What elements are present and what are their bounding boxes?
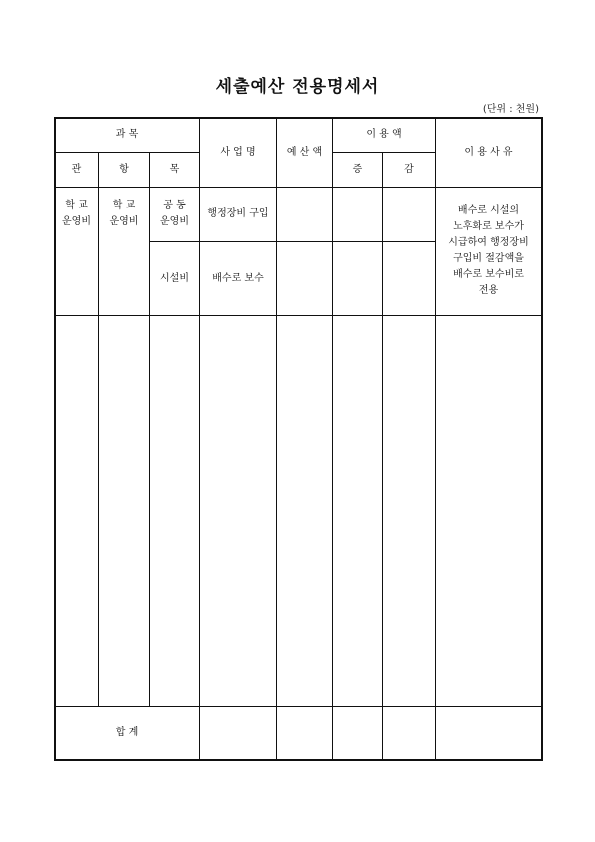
row-project-2: 배수로 보수 bbox=[212, 272, 264, 284]
header-project: 사 업 명 bbox=[220, 146, 256, 158]
document-title: 세출예산 전용명세서 bbox=[215, 77, 380, 97]
table-border-right bbox=[541, 117, 543, 761]
header-hang: 항 bbox=[119, 164, 129, 175]
row-hang-value: 학 교 운영비 bbox=[109, 200, 139, 227]
header-budget: 예 산 액 bbox=[286, 146, 323, 158]
header-transfer: 이 용 액 bbox=[366, 129, 402, 140]
header-mok: 목 bbox=[169, 164, 180, 175]
col-line-gwan-hang bbox=[98, 152, 99, 707]
header-reason: 이 용 사 유 bbox=[464, 146, 513, 158]
body-divider-line bbox=[54, 315, 542, 316]
unit-label: (단위 : 천원) bbox=[482, 104, 539, 115]
table-border-bottom bbox=[54, 759, 542, 761]
header-gwan: 관 bbox=[71, 164, 82, 175]
total-label: 합 계 bbox=[115, 727, 139, 738]
row-reason: 배수로 시설의 노후화로 보수가 시급하여 행정장비 구입비 절감액을 배수로 보수비로 전용 bbox=[448, 205, 529, 296]
header-subject: 과 목 bbox=[115, 129, 139, 140]
header-decrease: 감 bbox=[404, 164, 414, 175]
col-line-hang-mok bbox=[149, 152, 150, 707]
header-increase: 증 bbox=[352, 164, 363, 175]
row-gwan-value: 학 교 운영비 bbox=[62, 200, 91, 227]
col-line-budget-increase bbox=[332, 117, 333, 760]
col-line-project-budget bbox=[276, 117, 277, 760]
row-mok-2: 시설비 bbox=[160, 272, 189, 284]
row-mok-1: 공 동 운영비 bbox=[160, 200, 189, 227]
col-line-increase-decrease bbox=[382, 152, 383, 760]
row-project-1: 행정장비 구입 bbox=[207, 208, 269, 219]
header-bottom-line bbox=[54, 187, 542, 188]
